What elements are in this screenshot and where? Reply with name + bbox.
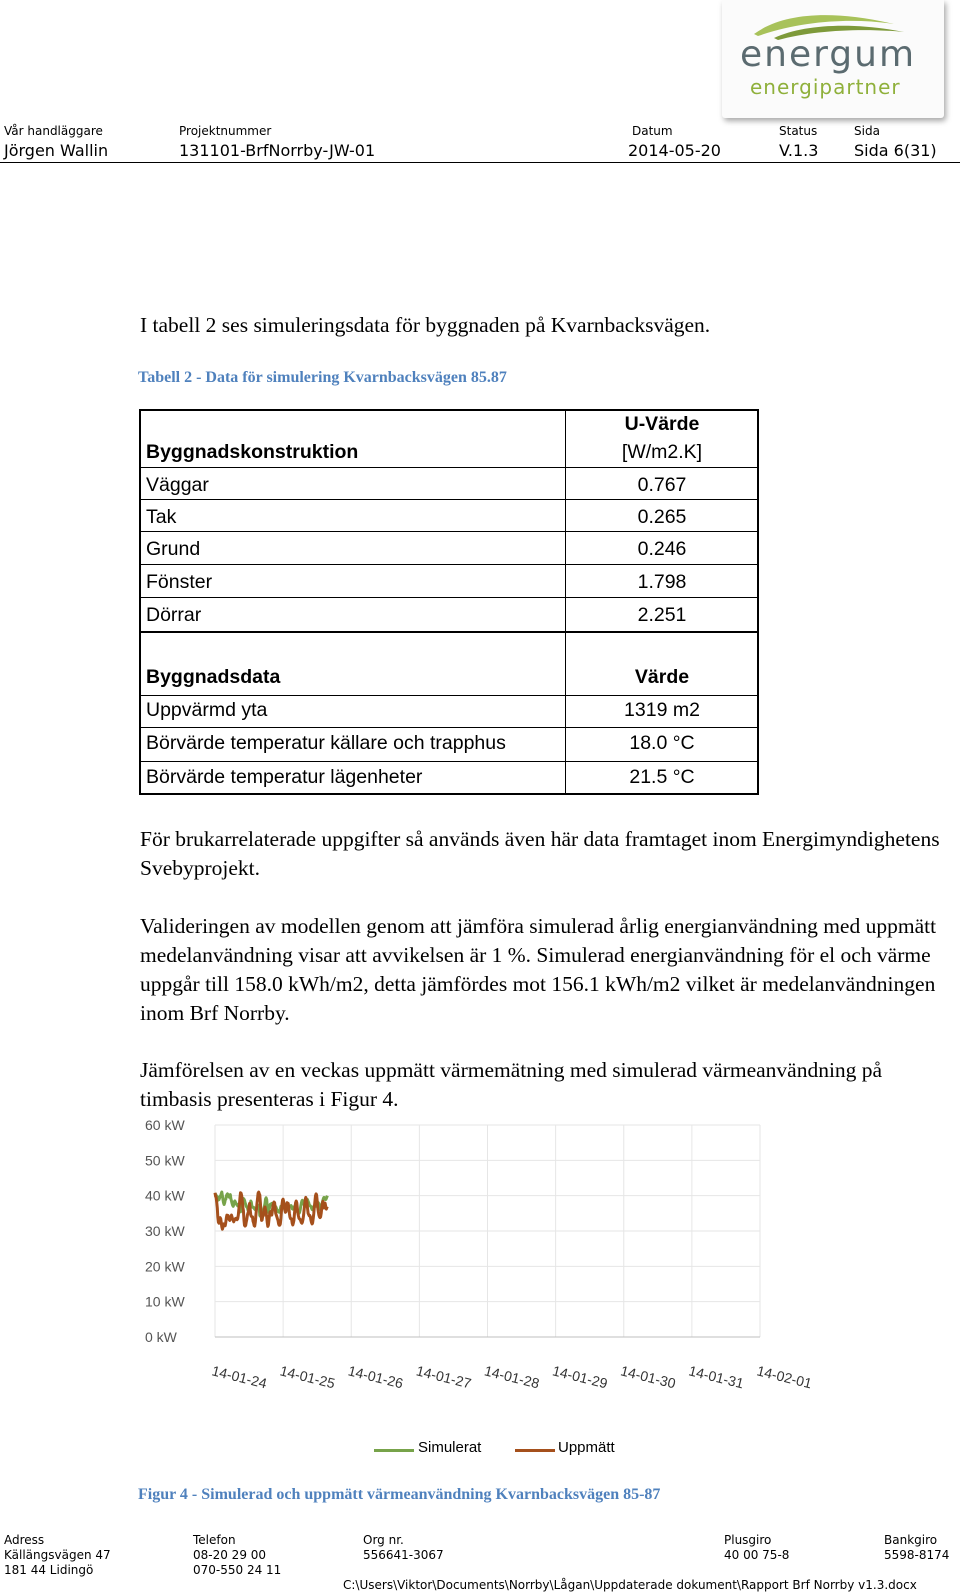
table-row-value: 2.251 [637,604,687,626]
intro-paragraph: I tabell 2 ses simuleringsdata för byggnaden på Kvarnbacksvägen. [140,313,711,337]
table-header-buildingdata: Byggnadsdata [146,666,281,688]
footer-plusgiro-value: 40 00 75-8 [724,1548,790,1562]
table-row-divider [139,531,759,532]
x-tick-label: 14-01-28 [482,1362,542,1392]
x-tick-label: 14-01-31 [687,1362,746,1392]
table-row-value: 0.767 [637,474,687,496]
table-row-value: 18.0 °C [629,732,695,754]
table-header-value: Värde [634,666,690,688]
footer-org-value: 556641-3067 [363,1548,444,1562]
date-label: Datum [632,124,673,138]
table-header-construction: Byggnadskonstruktion [146,441,359,463]
table-row-label: Uppvärmd yta [146,699,268,721]
footer-bankgiro-value: 5598-8174 [884,1548,950,1562]
page-value: Sida 6(31) [854,141,937,160]
date-value: 2014-05-20 [628,141,721,160]
paragraph-validation: Valideringen av modellen genom att jämföra simulerad årlig energianvändning med uppmätt medelanvändning visar att avvikelsen är 1 %. Simulerad energianvändning för el och värme uppgår till 158.0 kWh/m2, detta jämfördes mot 156.1 kWh/m2 vilket är medelanvändningen inom Brf Norrby. [140,914,937,1025]
table-row-value: 0.265 [637,506,687,528]
heat-usage-chart [140,1117,814,1445]
table-section-divider [139,631,759,633]
table-row-divider [139,727,759,728]
legend-swatch-measured [515,1449,555,1452]
x-tick-label: 14-01-26 [346,1362,405,1392]
footer-plusgiro-label: Plusgiro [724,1533,772,1547]
logo-wordmark: energum [740,34,917,75]
logo-tagline: energipartner [750,75,901,99]
x-tick-label: 14-01-24 [210,1362,269,1392]
paragraph-sveby: För brukarrelaterade uppgifter så används även här data framtaget inom Energimyndighetens Svebyprojekt. [140,827,940,880]
table-row-value: 1319 m2 [624,699,700,721]
table-row-label: Fönster [146,571,213,593]
chart-grid [215,1125,760,1337]
header-divider [0,162,960,163]
table-row-divider [139,499,759,500]
document-path: C:\Users\Viktor\Documents\Norrby\Lågan\Uppdaterade dokument\Rapport Brf Norrby v1.3.docx [343,1578,917,1592]
x-tick-label: 14-02-01 [755,1362,814,1392]
footer-address-line1: Källängsvägen 47 [4,1548,111,1562]
table-row-label: Dörrar [146,604,202,626]
x-tick-label: 14-01-27 [414,1362,473,1392]
footer-bankgiro-label: Bankgiro [884,1533,938,1547]
status-value: V.1.3 [779,141,819,160]
x-tick-label: 14-01-30 [619,1362,678,1392]
project-label: Projektnummer [179,124,272,138]
project-value: 131101-BrfNorrby-JW-01 [179,141,376,160]
handler-label: Vår handläggare [4,124,103,138]
legend-label-simulated: Simulerat [418,1439,482,1456]
y-tick-label: 0 kW [145,1329,177,1345]
legend-label-measured: Uppmätt [558,1439,615,1456]
x-tick-label: 14-01-29 [550,1362,610,1392]
handler-value: Jörgen Wallin [4,141,109,160]
table-row-label: Börvärde temperatur lägenheter [146,766,423,788]
x-tick-label: 14-01-25 [278,1362,337,1392]
table-row-label: Grund [146,538,201,560]
y-tick-label: 60 kW [145,1117,185,1133]
y-tick-label: 50 kW [145,1152,185,1169]
table-row-divider [139,761,759,762]
footer-address-label: Adress [4,1533,45,1547]
footer-org-label: Org nr. [363,1533,404,1547]
table-row-label: Börvärde temperatur källare och trapphus [146,732,506,754]
footer-phone-2: 070-550 24 11 [193,1563,282,1577]
table-row-divider [139,695,759,696]
table-row-divider [139,564,759,565]
y-tick-label: 40 kW [145,1187,185,1204]
footer-address-line2: 181 44 Lidingö [4,1563,94,1577]
table-row-value: 1.798 [637,571,687,593]
figure-caption: Figur 4 - Simulerad och uppmätt värmeanvändning Kvarnbacksvägen 85-87 [138,1486,661,1503]
chart-series [215,1192,327,1229]
page-label: Sida [854,124,880,138]
y-tick-label: 20 kW [145,1258,185,1275]
legend-swatch-simulated [374,1449,414,1452]
y-tick-label: 30 kW [145,1223,185,1239]
footer-phone-label: Telefon [193,1533,236,1547]
table-caption: Tabell 2 - Data för simulering Kvarnbacksvägen 85.87 [138,369,507,386]
table-header-uvalue: U-Värde [624,413,700,435]
y-tick-label: 10 kW [145,1293,185,1310]
table-row-label: Tak [146,506,177,528]
footer-phone-1: 08-20 29 00 [193,1548,267,1562]
paragraph-comparison: Jämförelsen av en veckas uppmätt värmemätning med simulerad värmeanvändning på timbasis presenteras i Figur 4. [140,1058,883,1111]
status-label: Status [779,124,818,138]
chart-x-tick-labels [210,1362,813,1391]
chart-y-tick-labels [145,1117,185,1345]
table-header-unit: [W/m2.K] [621,441,703,463]
table-row-divider [139,467,759,468]
table-row-divider [139,597,759,598]
table-row-value: 0.246 [637,538,687,560]
table-row-value: 21.5 °C [629,766,695,788]
table-row-label: Väggar [146,474,209,496]
